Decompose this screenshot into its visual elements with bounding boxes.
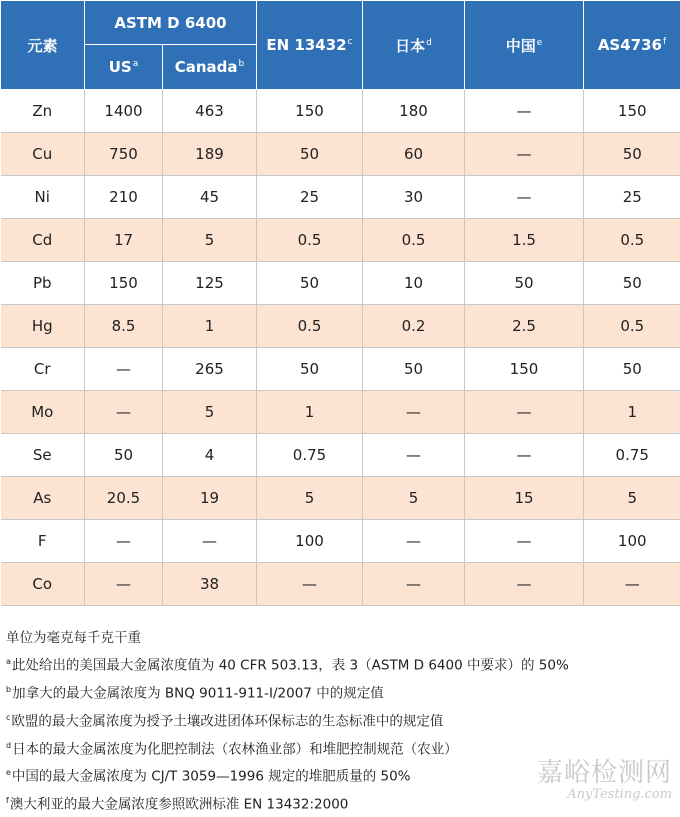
cell-us: —: [85, 563, 163, 606]
table-row: [1, 90, 680, 133]
cell-element: Pb: [1, 262, 85, 305]
table-row: [1, 477, 680, 520]
footnote-e: $^e$中国的最大金属浓度为 CJ/T 3059—1996 规定的堆肥质量的 50%: [6, 761, 676, 789]
header-element: 元素: [1, 1, 85, 90]
cell-canada: 125: [163, 262, 257, 305]
cell-as4736: 100: [584, 520, 680, 563]
cell-japan: —: [363, 434, 465, 477]
watermark-en: AnyTesting.com: [537, 787, 672, 802]
cell-en13432: 50: [257, 133, 363, 176]
cell-en13432: 0.5: [257, 219, 363, 262]
cell-china: —: [465, 563, 584, 606]
cell-japan: 0.5: [363, 219, 465, 262]
cell-china: 150: [465, 348, 584, 391]
cell-canada: 5: [163, 391, 257, 434]
cell-element: As: [1, 477, 85, 520]
watermark: [537, 752, 672, 802]
table-body: [1, 90, 680, 606]
cell-china: —: [465, 391, 584, 434]
header-japan: 日本$^d$: [363, 1, 465, 90]
cell-china: —: [465, 434, 584, 477]
header-china: 中国$^e$: [465, 1, 584, 90]
cell-en13432: 0.5: [257, 305, 363, 348]
cell-element: Mo: [1, 391, 85, 434]
cell-as4736: 5: [584, 477, 680, 520]
cell-us: 210: [85, 176, 163, 219]
cell-en13432: 1: [257, 391, 363, 434]
cell-japan: 50: [363, 348, 465, 391]
table-row: [1, 434, 680, 477]
cell-as4736: 1: [584, 391, 680, 434]
cell-en13432: 50: [257, 348, 363, 391]
cell-canada: 265: [163, 348, 257, 391]
table-row: [1, 348, 680, 391]
table-row: [1, 176, 680, 219]
table-row: [1, 262, 680, 305]
unit-note: 单位为毫克每千克干重: [6, 626, 676, 650]
cell-japan: 30: [363, 176, 465, 219]
cell-china: 2.5: [465, 305, 584, 348]
footnote-a: $^a$此处给出的美国最大金属浓度值为 40 CFR 503.13，表 3（ASTM D 6400 中要求）的 50%: [6, 650, 676, 678]
table-row: [1, 219, 680, 262]
cell-china: —: [465, 176, 584, 219]
watermark-cn: 嘉峪检测网: [537, 752, 672, 789]
cell-us: —: [85, 348, 163, 391]
cell-canada: 19: [163, 477, 257, 520]
cell-element: Hg: [1, 305, 85, 348]
cell-us: 1400: [85, 90, 163, 133]
cell-us: —: [85, 520, 163, 563]
cell-china: 15: [465, 477, 584, 520]
cell-en13432: 150: [257, 90, 363, 133]
cell-canada: 5: [163, 219, 257, 262]
cell-canada: 189: [163, 133, 257, 176]
table-row: [1, 133, 680, 176]
cell-en13432: 50: [257, 262, 363, 305]
cell-en13432: 0.75: [257, 434, 363, 477]
cell-canada: 45: [163, 176, 257, 219]
cell-canada: 38: [163, 563, 257, 606]
header-as4736: AS4736$^f$: [584, 1, 680, 90]
cell-as4736: 0.5: [584, 305, 680, 348]
cell-as4736: 50: [584, 348, 680, 391]
cell-canada: 4: [163, 434, 257, 477]
cell-japan: —: [363, 520, 465, 563]
cell-element: F: [1, 520, 85, 563]
cell-china: 1.5: [465, 219, 584, 262]
cell-us: 8.5: [85, 305, 163, 348]
footnote-b: $^b$加拿大的最大金属浓度为 BNQ 9011-911-I/2007 中的规定值: [6, 678, 676, 706]
cell-as4736: 0.75: [584, 434, 680, 477]
cell-china: 50: [465, 262, 584, 305]
table-row: [1, 520, 680, 563]
header-en13432: EN 13432$^c$: [257, 1, 363, 90]
cell-us: 750: [85, 133, 163, 176]
footnote-d: $^d$日本的最大金属浓度为化肥控制法（农林渔业部）和堆肥控制规范（农业）: [6, 734, 676, 762]
cell-en13432: 25: [257, 176, 363, 219]
cell-as4736: 50: [584, 133, 680, 176]
header-us: $US^a$: [85, 45, 163, 90]
table-row: [1, 391, 680, 434]
cell-element: Cr: [1, 348, 85, 391]
cell-us: 50: [85, 434, 163, 477]
cell-en13432: 100: [257, 520, 363, 563]
cell-china: —: [465, 133, 584, 176]
cell-element: Se: [1, 434, 85, 477]
cell-china: —: [465, 520, 584, 563]
cell-en13432: —: [257, 563, 363, 606]
cell-canada: 1: [163, 305, 257, 348]
footnote-c: $^c$欧盟的最大金属浓度为授予土壤改进团体环保标志的生态标准中的规定值: [6, 706, 676, 734]
cell-canada: —: [163, 520, 257, 563]
table-header: [1, 1, 680, 90]
cell-element: Zn: [1, 90, 85, 133]
cell-japan: 5: [363, 477, 465, 520]
cell-as4736: —: [584, 563, 680, 606]
cell-us: 20.5: [85, 477, 163, 520]
cell-as4736: 150: [584, 90, 680, 133]
cell-japan: —: [363, 563, 465, 606]
cell-japan: 10: [363, 262, 465, 305]
cell-element: Co: [1, 563, 85, 606]
cell-japan: —: [363, 391, 465, 434]
cell-element: Cu: [1, 133, 85, 176]
cell-japan: 0.2: [363, 305, 465, 348]
cell-china: —: [465, 90, 584, 133]
cell-as4736: 50: [584, 262, 680, 305]
table-row: [1, 563, 680, 606]
cell-as4736: 0.5: [584, 219, 680, 262]
cell-canada: 463: [163, 90, 257, 133]
cell-us: 150: [85, 262, 163, 305]
header-canada: Canada$^b$: [163, 45, 257, 90]
cell-en13432: 5: [257, 477, 363, 520]
cell-us: 17: [85, 219, 163, 262]
cell-us: —: [85, 391, 163, 434]
footnote-f: $^f$澳大利亚的最大金属浓度参照欧洲标准 EN 13432:2000: [6, 789, 676, 817]
table-row: [1, 305, 680, 348]
cell-as4736: 25: [584, 176, 680, 219]
header-astm: ASTM D 6400: [85, 1, 257, 45]
cell-element: Cd: [1, 219, 85, 262]
cell-element: Ni: [1, 176, 85, 219]
cell-japan: 60: [363, 133, 465, 176]
cell-japan: 180: [363, 90, 465, 133]
